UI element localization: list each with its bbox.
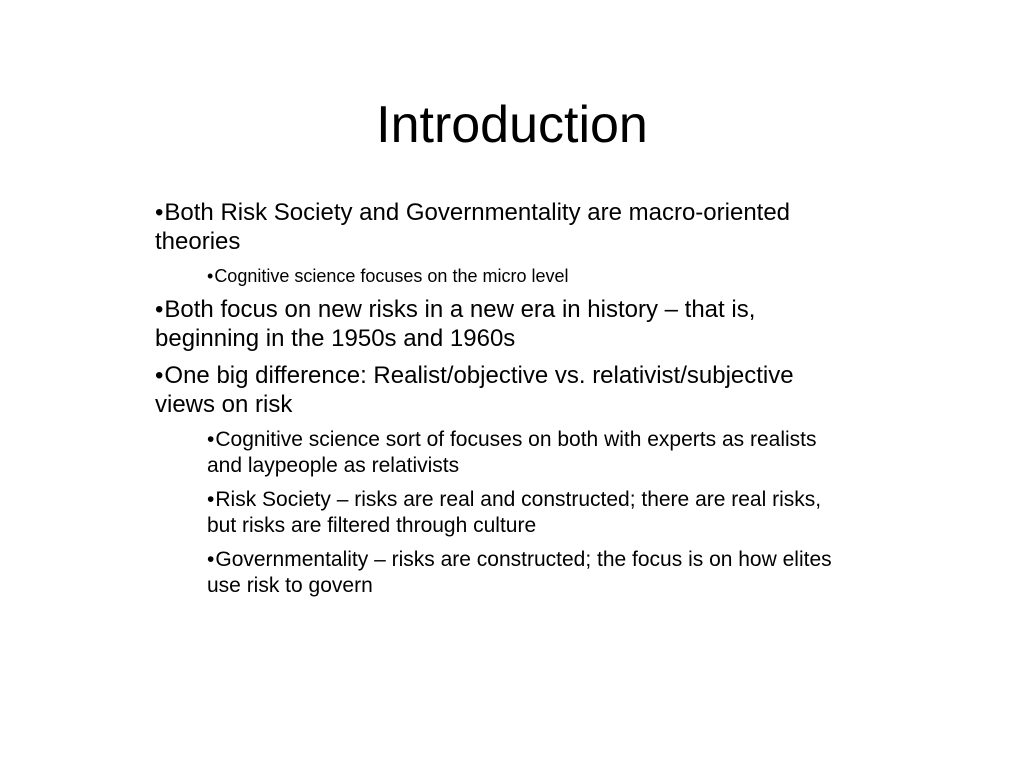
bullet-dot-icon: • (155, 296, 164, 323)
bullet-item (155, 295, 855, 353)
bullet-item (207, 547, 855, 599)
bullet-dot-icon: • (207, 266, 214, 286)
bullet-text: Cognitive science focuses on the micro level (214, 266, 569, 286)
bullet-text: Cognitive science sort of focuses on both with experts as realists and laypeople as relativists (207, 428, 817, 477)
bullet-text: One big difference: Realist/objective vs. relativist/subjective views on risk (155, 362, 794, 418)
bullet-item (155, 361, 855, 419)
bullet-dot-icon: • (155, 362, 164, 389)
bullet-item (155, 198, 855, 256)
bullet-dot-icon: • (207, 548, 215, 571)
bullet-dot-icon: • (207, 428, 215, 451)
bullet-item (207, 487, 855, 539)
slide-title: Introduction (376, 96, 648, 154)
bullet-text: Governmentality – risks are constructed; the focus is on how elites use risk to govern (207, 548, 832, 597)
bullet-text: Risk Society – risks are real and constructed; there are real risks, but risks are filtered through culture (207, 488, 822, 537)
slide-body (155, 198, 855, 607)
bullet-text: Both focus on new risks in a new era in history – that is, beginning in the 1950s and 1960s (155, 296, 756, 352)
bullet-text: Both Risk Society and Governmentality are macro-oriented theories (155, 199, 791, 255)
bullet-dot-icon: • (207, 488, 215, 511)
bullet-item (207, 264, 855, 288)
bullet-item (207, 427, 855, 479)
bullet-dot-icon: • (155, 199, 164, 226)
